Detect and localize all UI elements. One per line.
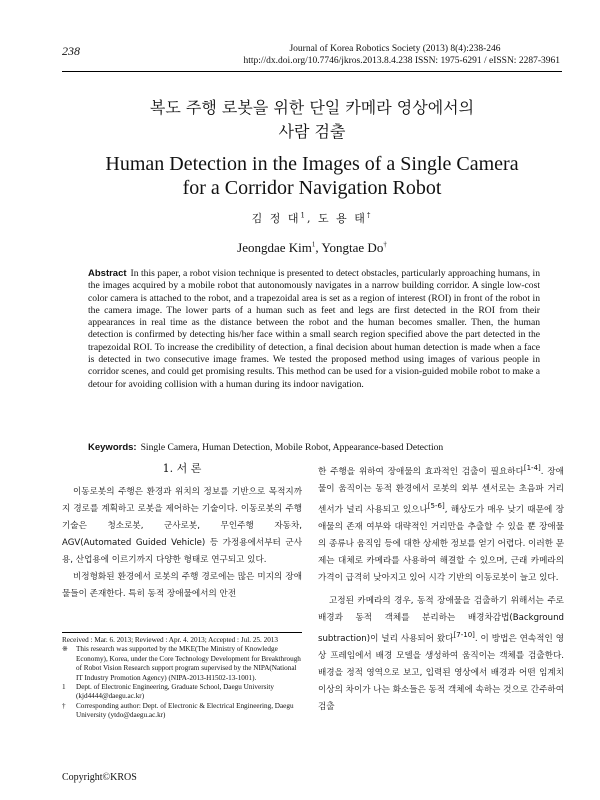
paragraph bbox=[318, 460, 564, 587]
citation: [5-6] bbox=[427, 501, 445, 510]
text-run: 고정된 카메라의 경우, 동적 장애물을 검출하기 위해서는 주로 배경과 동적 객체를 분리하는 배경차감법(Background subtraction)이 널리 사용되어 왔다 bbox=[318, 595, 564, 644]
citation: [1-4] bbox=[523, 464, 541, 472]
page-number: 238 bbox=[62, 44, 80, 58]
footnote-funding-text: This research was supported by the MKE(The Ministry of Knowledge Economy), Korea, under the Core Technology Development for Breakthrough of Robot Vision Research support program supervised by the NIPA(National IT Industry Promotion Agency) (NIPA-2013-H1502-13-1001). bbox=[76, 645, 301, 682]
title-korean bbox=[62, 96, 562, 144]
paragraph: 비정형화된 환경에서 로봇의 주행 경로에는 많은 미지의 장애물들이 존재한다. 특히 동적 장애물에서의 안전 bbox=[62, 572, 302, 599]
author-ko-1-mark: 1 bbox=[300, 211, 307, 220]
left-column-body bbox=[62, 484, 302, 603]
header-rule bbox=[62, 71, 562, 72]
footnote-1-text: Dept. of Electronic Engineering, Graduate School, Daegu University (kjd4444@daegu.ac.kr) bbox=[76, 683, 274, 701]
author-ko-separator: , bbox=[306, 212, 318, 225]
author-en-2-mark: † bbox=[383, 240, 387, 249]
footnote-funding bbox=[62, 645, 302, 683]
author-en-2: Yongtae Do bbox=[321, 240, 384, 255]
text-run: 한 주행을 위하여 장애물의 효과적인 검출이 필요하다 bbox=[318, 466, 524, 477]
title-korean-line2: 사람 검출 bbox=[278, 122, 346, 141]
abstract-text: In this paper, a robot vision technique is presented to detect obstacles, particularly approaching humans, in the images acquired by a mobile robot that autonomously navigates in a narrow building corridor. A single low-cost color camera is attached to the robot, and a trapezoidal area is set as a region of interest (ROI) in front of the robot in the camera image. The lower parts of a human such as feet and legs are first detected in the ROI from their appearances in real time as the distance between the robot and the human becomes smaller. Then, the human detection is confirmed by detecting his/her face within a small search region specified above the part detected in the trapezoidal ROI. To increase the credibility of detection, a final decision about human detection is made when a face is detected in two consecutive image frames. We tested the proposed method using images of various people in corridor scenes, and could get promising results. This method can be used for a vision-guided mobile robot to make a detour for avoiding collision with a human during its indoor navigation. bbox=[88, 268, 540, 390]
abstract bbox=[88, 268, 540, 391]
title-korean-line1: 복도 주행 로봇을 위한 단일 카메라 영상에서의 bbox=[149, 98, 475, 117]
paragraph: 이동로봇의 주행은 환경과 위치의 정보를 기반으로 목적지까지 경로를 계획하고 로봇을 제어하는 기술이다. 이동로봇의 주행기술은 청소로봇, 군사로봇, 무인주행 자동차, AGV(Automated Guided Vehicle) 등 가정용에서부터 군사용, 산업용에 이르기까지 다양한 형태로 연구되고 있다. bbox=[62, 487, 302, 565]
text-run: . 장애물이 움직이는 동적 환경에서 로봇의 외부 센서로는 초음파 거리 센서가 널리 사용되고 있으나 bbox=[318, 466, 564, 515]
footnote-funding-mark: ※ bbox=[62, 645, 69, 654]
journal-citation: Journal of Korea Robotics Society (2013) 8(4):238-246 bbox=[289, 44, 501, 54]
citation: [7-10] bbox=[453, 630, 475, 639]
author-en-1: Jeongdae Kim bbox=[237, 240, 312, 255]
author-ko-1: 김 정 대 bbox=[251, 212, 301, 225]
footnote-2-mark: † bbox=[62, 701, 66, 710]
keywords-text: Single Camera, Human Detection, Mobile Robot, Appearance-based Detection bbox=[140, 442, 444, 453]
section-heading: 1. 서 론 bbox=[162, 462, 202, 475]
title-english bbox=[62, 152, 562, 200]
title-english-line2: for a Corridor Navigation Robot bbox=[182, 177, 442, 199]
author-ko-2-mark: † bbox=[366, 211, 373, 220]
title-english-line1: Human Detection in the Images of a Single Camera bbox=[105, 153, 519, 175]
abstract-label: Abstract bbox=[88, 268, 127, 279]
footnote-1-mark: 1 bbox=[62, 683, 66, 692]
keywords-label: Keywords: bbox=[88, 442, 137, 453]
footnote-affiliation-1 bbox=[62, 683, 302, 702]
journal-doi-issn: http://dx.doi.org/10.7746/jkros.2013.8.4.238 ISSN: 1975-6291 / eISSN: 2287-3961 bbox=[243, 56, 560, 66]
footnote-corresponding bbox=[62, 702, 302, 721]
keywords bbox=[88, 442, 540, 453]
author-en-separator: , bbox=[315, 240, 322, 255]
footnote-2-text: Corresponding author: Dept. of Electronic & Electrical Engineering, Daegu University (ytdo@daegu.ac.kr) bbox=[76, 701, 294, 720]
copyright: Copyright©KROS bbox=[62, 772, 137, 783]
footnotes bbox=[62, 636, 302, 721]
author-ko-2: 도 용 태 bbox=[317, 212, 367, 225]
text-run: . 이 방법은 연속적인 영상 프레임에서 배경 모델을 생성하여 움직이는 객체를 검출한다. 배경을 정적 영역으로 보고, 입력된 영상에서 배경과 어떤 임계치 이상의 차이가 나는 화소들은 동적 객체에 속하는 것으로 간주하여 검출 bbox=[318, 633, 565, 712]
authors-english bbox=[62, 240, 562, 256]
footnote-rule bbox=[62, 632, 302, 633]
author-en-1-mark: 1 bbox=[311, 240, 316, 249]
right-column-body bbox=[318, 460, 564, 716]
authors-korean bbox=[62, 210, 562, 226]
text-run: , 해상도가 매우 낮기 때문에 장애물의 존재 여부와 대략적인 거리만을 추출할 수 있을 뿐 장애물의 종류나 움직임 등에 대한 상세한 정보를 얻기 어렵다. 이러한 문제는 대체로 카메라를 사용하여 해결할 수 있으며, 근래 카메라의 가격이 급격히 낮아지고 있어 시각 기반의 이동로봇이 늘고 있다. bbox=[318, 504, 564, 583]
journal-info bbox=[230, 43, 560, 67]
footnote-received: Received : Mar. 6. 2013; Reviewed : Apr. 4. 2013; Accepted : Jul. 25. 2013 bbox=[62, 636, 278, 644]
paragraph bbox=[318, 593, 564, 716]
